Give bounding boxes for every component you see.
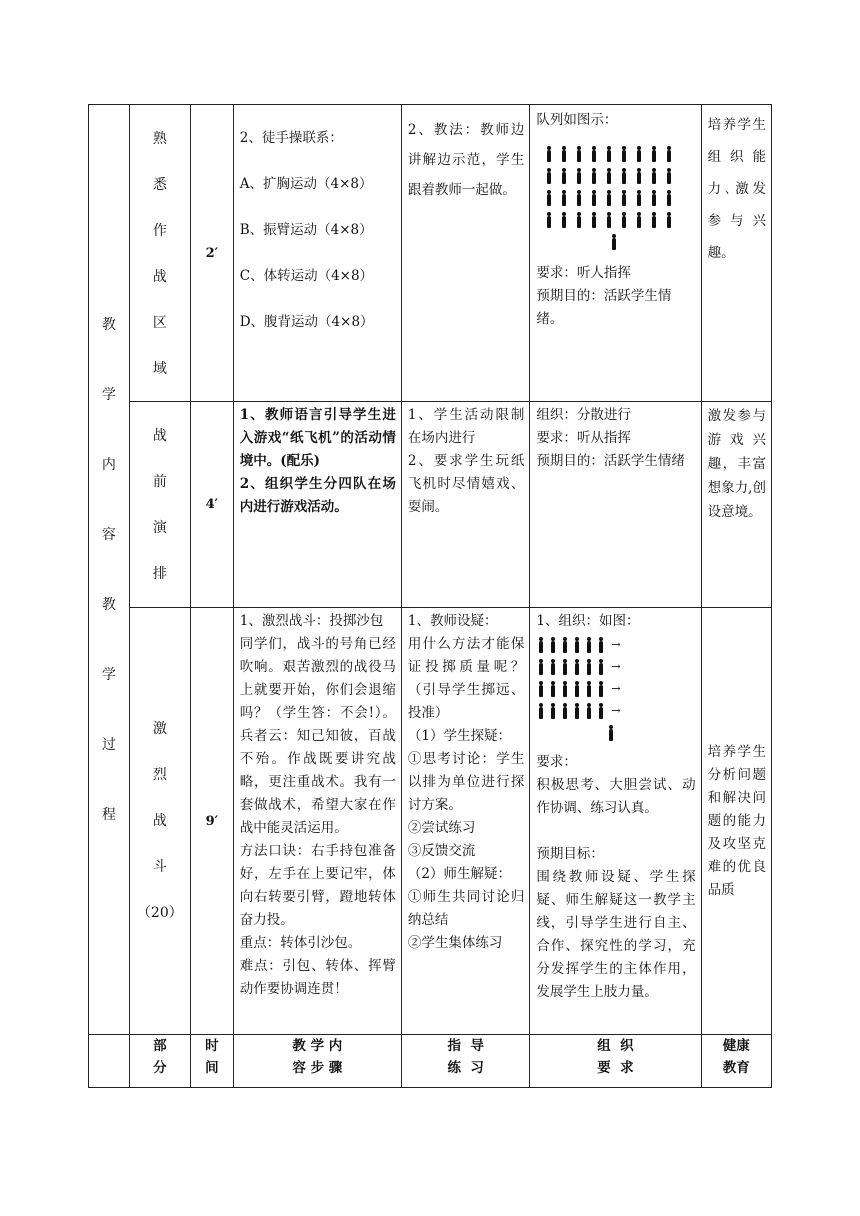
header-part: 部 分 xyxy=(129,1035,190,1088)
section-char: 激 xyxy=(152,721,167,737)
organization-title: 1、组织：如图： xyxy=(536,613,640,629)
health-cell xyxy=(701,608,771,1035)
outer-section-label xyxy=(89,105,130,1035)
time-cell xyxy=(190,105,233,402)
student-figure-icon xyxy=(562,681,568,697)
student-figure-icon xyxy=(651,168,657,184)
formation-row xyxy=(546,168,694,184)
guide-text: 1、学生活动限制在场内进行 2、要求学生玩纸飞机时尽情嬉戏、耍闹。 xyxy=(407,407,525,515)
content-cell xyxy=(233,402,401,608)
section-char: 悉 xyxy=(152,177,167,193)
student-figure-icon xyxy=(538,703,544,719)
student-figure-icon xyxy=(598,637,604,653)
header-time: 时 间 xyxy=(190,1035,233,1088)
student-figure-icon xyxy=(574,703,580,719)
student-figure-icon xyxy=(621,146,627,162)
section-cell xyxy=(129,402,190,608)
section-char: 域 xyxy=(152,361,167,377)
student-figure-icon xyxy=(561,190,567,206)
student-figure-icon xyxy=(598,703,604,719)
student-figure-icon xyxy=(636,168,642,184)
student-figure-icon xyxy=(550,659,556,675)
student-figure-icon xyxy=(666,146,672,162)
content-line: C、体转运动（4×8） xyxy=(239,268,374,284)
section-char: 排 xyxy=(152,565,167,582)
student-figure-icon xyxy=(666,190,672,206)
student-figure-icon xyxy=(586,703,592,719)
student-figure-icon xyxy=(538,659,544,675)
guide-cell xyxy=(401,402,529,608)
student-figure-icon xyxy=(586,637,592,653)
section-char: 战 xyxy=(152,813,167,829)
header-organization: 组 织 要 求 xyxy=(530,1035,701,1088)
section-char: 战 xyxy=(152,427,167,444)
student-figure-icon xyxy=(606,190,612,206)
organization-text: 要求： 积极思考、大胆尝试、动作协调、练习认真。 预期目标： 围绕教师设疑、学生探疑、师生解疑这一教学主线，引导学生进行自主、合作、探究性的学习，充分发挥学生的主体作用，发展学生上肢力量。 xyxy=(536,754,696,1000)
student-figure-icon xyxy=(576,168,582,184)
content-line: B、振臂运动（4×8） xyxy=(239,222,373,238)
health-text: 培养学生分析问题和解决问题的能力及攻坚克难的优良品质 xyxy=(707,743,766,898)
teacher-position xyxy=(611,234,694,250)
header-health: 健康 教育 xyxy=(701,1035,771,1088)
outer-label-char: 教 xyxy=(101,596,116,613)
guide-cell xyxy=(401,105,529,402)
organization-text: 组织：分散进行 要求：听从指挥 预期目的：活跃学生情绪 xyxy=(536,407,685,469)
throw-direction-arrow-icon: → xyxy=(611,704,621,717)
student-figure-icon xyxy=(636,146,642,162)
formation-diagram xyxy=(530,134,700,254)
student-figure-icon xyxy=(546,190,552,206)
student-figure-icon xyxy=(606,146,612,162)
student-figure-icon xyxy=(621,190,627,206)
student-figure-icon xyxy=(546,212,552,228)
student-figure-icon xyxy=(576,190,582,206)
lesson-plan-table xyxy=(88,104,772,1088)
student-figure-icon xyxy=(561,168,567,184)
student-figure-icon xyxy=(636,212,642,228)
organization-line: 预期目的：活跃学生情绪。 xyxy=(536,288,672,327)
student-figure-icon xyxy=(574,659,580,675)
throw-direction-arrow-icon: → xyxy=(611,638,621,651)
student-figure-icon xyxy=(538,681,544,697)
student-figure-icon xyxy=(591,146,597,162)
formation-row xyxy=(538,703,694,719)
student-figure-icon xyxy=(576,212,582,228)
content-text: 1、激烈战斗：投掷沙包 同学们，战斗的号角已经吹响。艰苦激烈的战役马上就要开始，你们会退缩吗？（学生答：不会!）。兵者云：知己知彼，百战不殆。作战既要讲究战略，更注重战术。我有一套做战术，希望大家在作战中能灵活运用。 方法口诀：右手持包准备好，左手在上要记牢，体向右转要引臂，蹬地转体奋力投。 重点：转体引沙包。 难点：引包、转体、挥臂动作要协调连贯！ xyxy=(239,613,396,997)
student-figure-icon xyxy=(550,681,556,697)
student-figure-icon xyxy=(538,637,544,653)
time-value: 9′ xyxy=(205,813,219,829)
student-figure-icon xyxy=(561,146,567,162)
student-figure-icon xyxy=(591,212,597,228)
student-figure-icon xyxy=(561,212,567,228)
table-header-row xyxy=(89,1035,772,1088)
formation-row xyxy=(546,212,694,228)
organization-line: 要求：听人指挥 xyxy=(536,265,631,281)
student-figure-icon xyxy=(562,659,568,675)
section-char: （20） xyxy=(136,905,183,921)
student-figure-icon xyxy=(598,681,604,697)
content-line: A、扩胸运动（4×8） xyxy=(239,176,373,192)
content-line: D、腹背运动（4×8） xyxy=(239,314,374,330)
outer-label-char: 学 xyxy=(101,666,116,683)
organization-cell xyxy=(530,608,701,1035)
outer-label-char: 学 xyxy=(101,386,116,403)
student-figure-icon xyxy=(651,190,657,206)
student-figure-icon xyxy=(598,659,604,675)
student-figure-icon xyxy=(608,725,614,741)
time-value: 2′ xyxy=(205,245,219,261)
student-figure-icon xyxy=(562,703,568,719)
section-char: 烈 xyxy=(152,767,167,783)
header-content: 教 学 内 容 步 骤 xyxy=(233,1035,401,1088)
student-figure-icon xyxy=(574,637,580,653)
table-row xyxy=(89,608,772,1035)
formation-row xyxy=(546,146,694,162)
blank-cell xyxy=(89,1035,130,1088)
student-figure-icon xyxy=(621,212,627,228)
content-cell xyxy=(233,105,401,402)
outer-label-char: 教 xyxy=(101,316,116,333)
throw-direction-arrow-icon: → xyxy=(611,682,621,695)
guide-text: 2、教法：教师边讲解边示范，学生跟着教师一起做。 xyxy=(407,122,525,198)
organization-cell xyxy=(530,402,701,608)
outer-label-char: 内 xyxy=(101,456,116,473)
student-figure-icon xyxy=(651,146,657,162)
health-cell xyxy=(701,105,771,402)
table-row xyxy=(89,105,772,402)
section-char: 前 xyxy=(152,473,167,490)
time-cell xyxy=(190,608,233,1035)
outer-label-char: 过 xyxy=(101,736,116,753)
student-figure-icon xyxy=(636,190,642,206)
section-char: 熟 xyxy=(152,131,167,147)
student-figure-icon xyxy=(586,681,592,697)
student-figure-icon xyxy=(562,637,568,653)
section-char: 斗 xyxy=(152,859,167,875)
guide-text: 1、教师设疑： 用什么方法才能保证投掷质量呢？（引导学生掷远、投准） （1）学生探疑： ①思考讨论：学生以排为单位进行探讨方案。 ②尝试练习 ③反馈交流 （2）师生解疑： ①师生共同讨论归纳总结 ②学生集体练习 xyxy=(407,613,525,951)
health-text: 培养学生组织能力､激发参与兴趣。 xyxy=(707,117,766,261)
student-figure-icon xyxy=(591,168,597,184)
formation-diagram xyxy=(530,635,700,749)
health-cell xyxy=(701,402,771,608)
teacher-position xyxy=(608,725,694,741)
formation-row xyxy=(538,659,694,675)
student-figure-icon xyxy=(576,146,582,162)
content-cell xyxy=(233,608,401,1035)
student-figure-icon xyxy=(606,168,612,184)
student-figure-icon xyxy=(586,659,592,675)
guide-cell xyxy=(401,608,529,1035)
section-char: 演 xyxy=(152,519,167,536)
student-figure-icon xyxy=(546,146,552,162)
time-value: 4′ xyxy=(205,497,219,512)
formation-row xyxy=(538,681,694,697)
section-cell xyxy=(129,105,190,402)
section-char: 区 xyxy=(152,315,167,331)
throw-direction-arrow-icon: → xyxy=(611,660,621,673)
student-figure-icon xyxy=(651,212,657,228)
formation-row xyxy=(538,637,694,653)
organization-title: 队列如图示： xyxy=(536,112,618,128)
time-cell xyxy=(190,402,233,608)
content-text: 1、教师语言引导学生进入游戏“纸飞机”的活动情境中。(配乐) 2、组织学生分四队在场内进行游戏活动。 xyxy=(239,407,396,515)
outer-label-char: 容 xyxy=(101,526,116,543)
student-figure-icon xyxy=(606,212,612,228)
content-line: 2、徒手操联系： xyxy=(239,130,343,146)
student-figure-icon xyxy=(666,168,672,184)
student-figure-icon xyxy=(546,168,552,184)
student-figure-icon xyxy=(550,703,556,719)
section-cell xyxy=(129,608,190,1035)
student-figure-icon xyxy=(591,190,597,206)
student-figure-icon xyxy=(666,212,672,228)
student-figure-icon xyxy=(574,681,580,697)
section-char: 战 xyxy=(152,269,167,285)
header-guide: 指 导 练 习 xyxy=(401,1035,529,1088)
student-figure-icon xyxy=(621,168,627,184)
student-figure-icon xyxy=(611,234,617,250)
health-text: 激发参与游戏兴趣，丰富想象力,创设意境。 xyxy=(707,408,766,520)
formation-row xyxy=(546,190,694,206)
table-row xyxy=(89,402,772,608)
student-figure-icon xyxy=(550,637,556,653)
section-char: 作 xyxy=(152,223,167,239)
organization-cell xyxy=(530,105,701,402)
outer-label-char: 程 xyxy=(101,806,116,823)
